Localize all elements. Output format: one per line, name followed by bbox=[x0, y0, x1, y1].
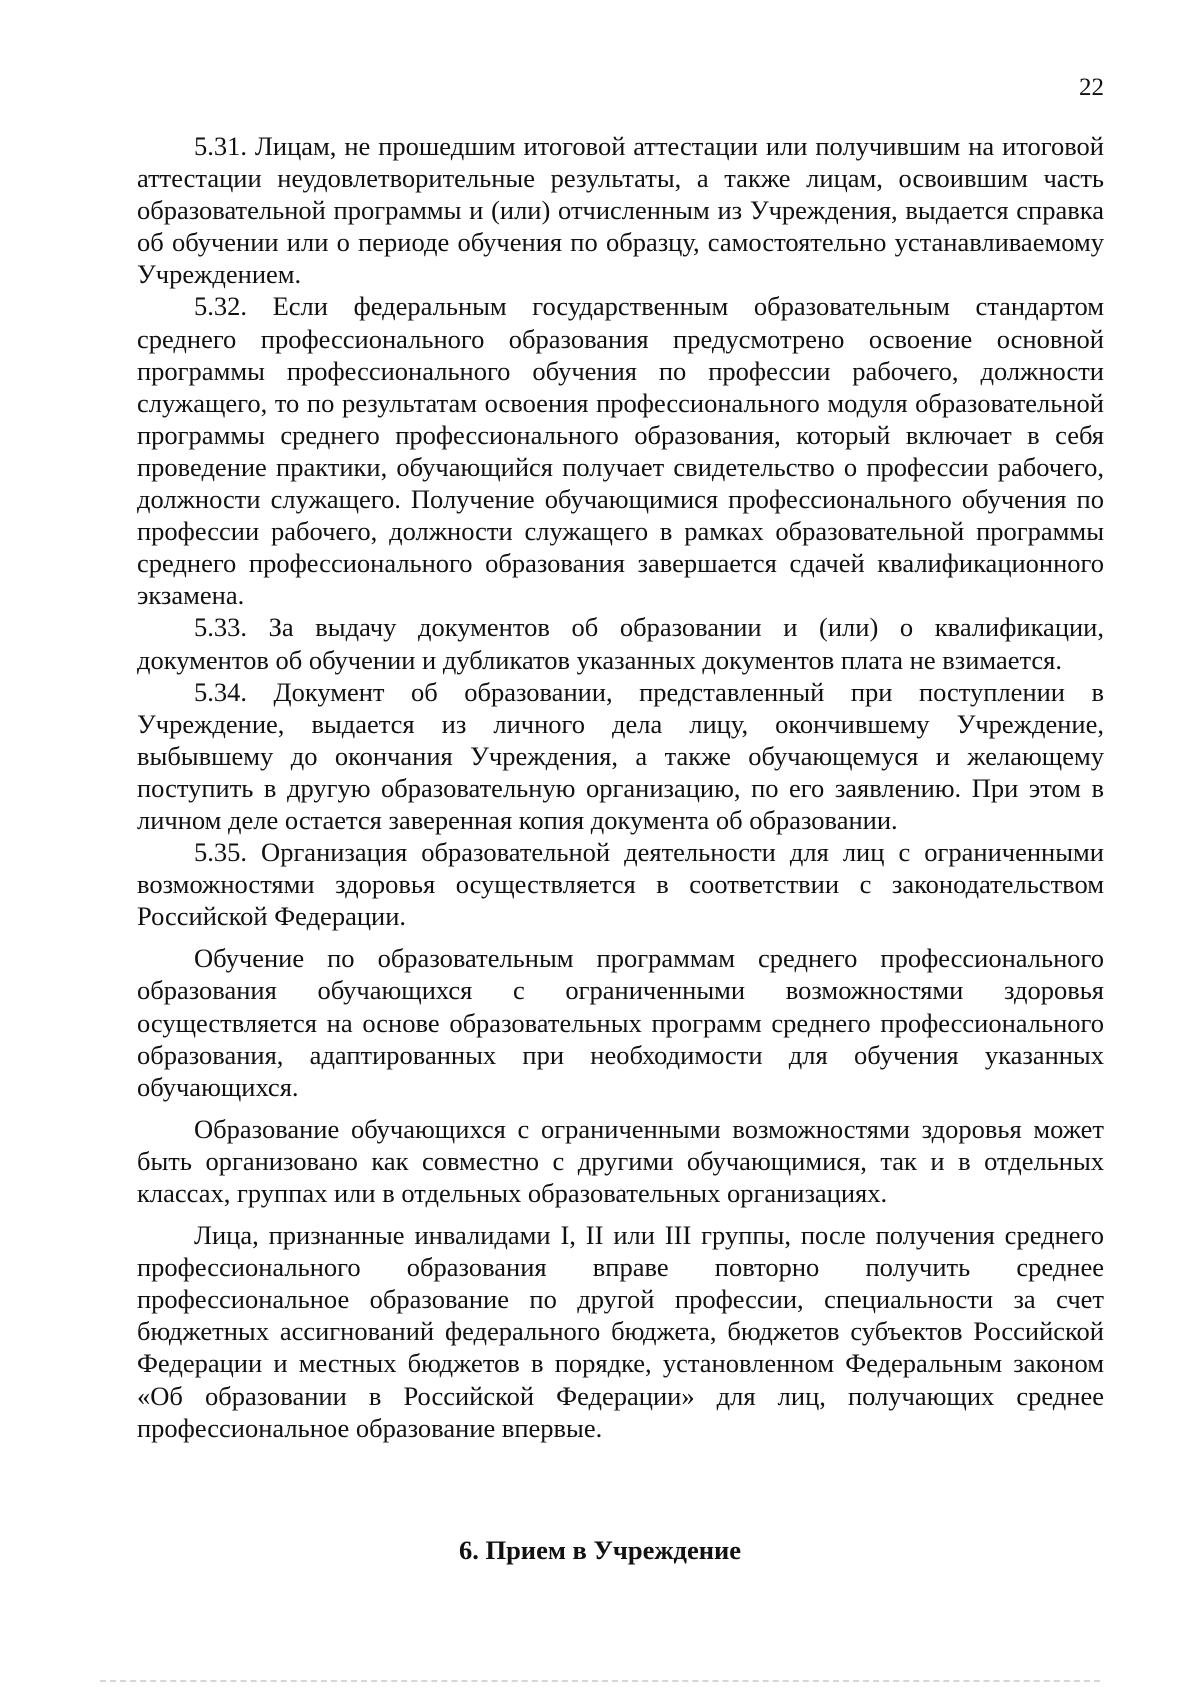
paragraph-5-31: 5.31. Лицам, не прошедшим итоговой аттестации или получившим на итоговой аттестации неудовлетворительные результаты, а также лицам, освоившим часть образовательной программы и (или) отчисленным из Учреждения, выдается справка об обучении или о периоде обучения по образцу, самостоятельно устанавливаемому Учреждением. bbox=[137, 131, 1104, 290]
paragraph-education-programs: Обучение по образовательным программам среднего профессионального образования обучающихся с ограниченными возможностями здоровья осуществляется на основе образовательных программ среднего профессионального образования, адаптированных при необходимости для обучения указанных обучающихся. bbox=[137, 943, 1104, 1102]
scan-artifact-divider bbox=[100, 1680, 1100, 1686]
paragraph-5-34: 5.34. Документ об образовании, представленный при поступлении в Учреждение, выдается из личного дела лицу, окончившему Учреждение, выбывшему до окончания Учреждения, а также обучающемуся и желающему поступить в другую образовательную организацию, по его заявлению. При этом в личном деле остается заверенная копия документа об образовании. bbox=[137, 676, 1104, 835]
paragraph-5-32: 5.32. Если федеральным государственным образовательным стандартом среднего профессионального образования предусмотрено освоение основной программы профессионального обучения по профессии рабочего, должности служащего, то по результатам освоения профессионального модуля образовательной программы среднего профессионального образования, который включает в себя проведение практики, обучающийся получает свидетельство о профессии рабочего, должности служащего. Получение обучающимися профессионального обучения по профессии рабочего, должности служащего в рамках образовательной программы среднего профессионального образования завершается сдачей квалификационного экзамена. bbox=[137, 291, 1104, 611]
paragraph-5-35: 5.35. Организация образовательной деятельности для лиц с ограниченными возможностями здоровья осуществляется в соответствии с законодательством Российской Федерации. bbox=[137, 837, 1104, 932]
page-number: 22 bbox=[1079, 74, 1104, 101]
paragraph-5-33: 5.33. За выдачу документов об образовании и (или) о квалификации, документов об обучении и дубликатов указанных документов плата не взимается. bbox=[137, 612, 1104, 675]
paragraph-disabled-persons: Лица, признанные инвалидами I, II или III группы, после получения среднего профессионального образования вправе повторно получить среднее профессиональное образование по другой профессии, специальности за счет бюджетных ассигнований федерального бюджета, бюджетов субъектов Российской Федерации и местных бюджетов в порядке, установленном Федеральным законом «Об образовании в Российской Федерации» для лиц, получающих среднее профессиональное образование впервые. bbox=[137, 1220, 1104, 1443]
section-heading: 6. Прием в Учреждение bbox=[458, 1535, 742, 1565]
paragraph-education-organization: Образование обучающихся с ограниченными возможностями здоровья может быть организовано как совместно с другими обучающимися, так и в отдельных классах, группах или в отдельных образовательных организациях. bbox=[137, 1113, 1104, 1208]
document-body bbox=[137, 130, 1104, 1444]
